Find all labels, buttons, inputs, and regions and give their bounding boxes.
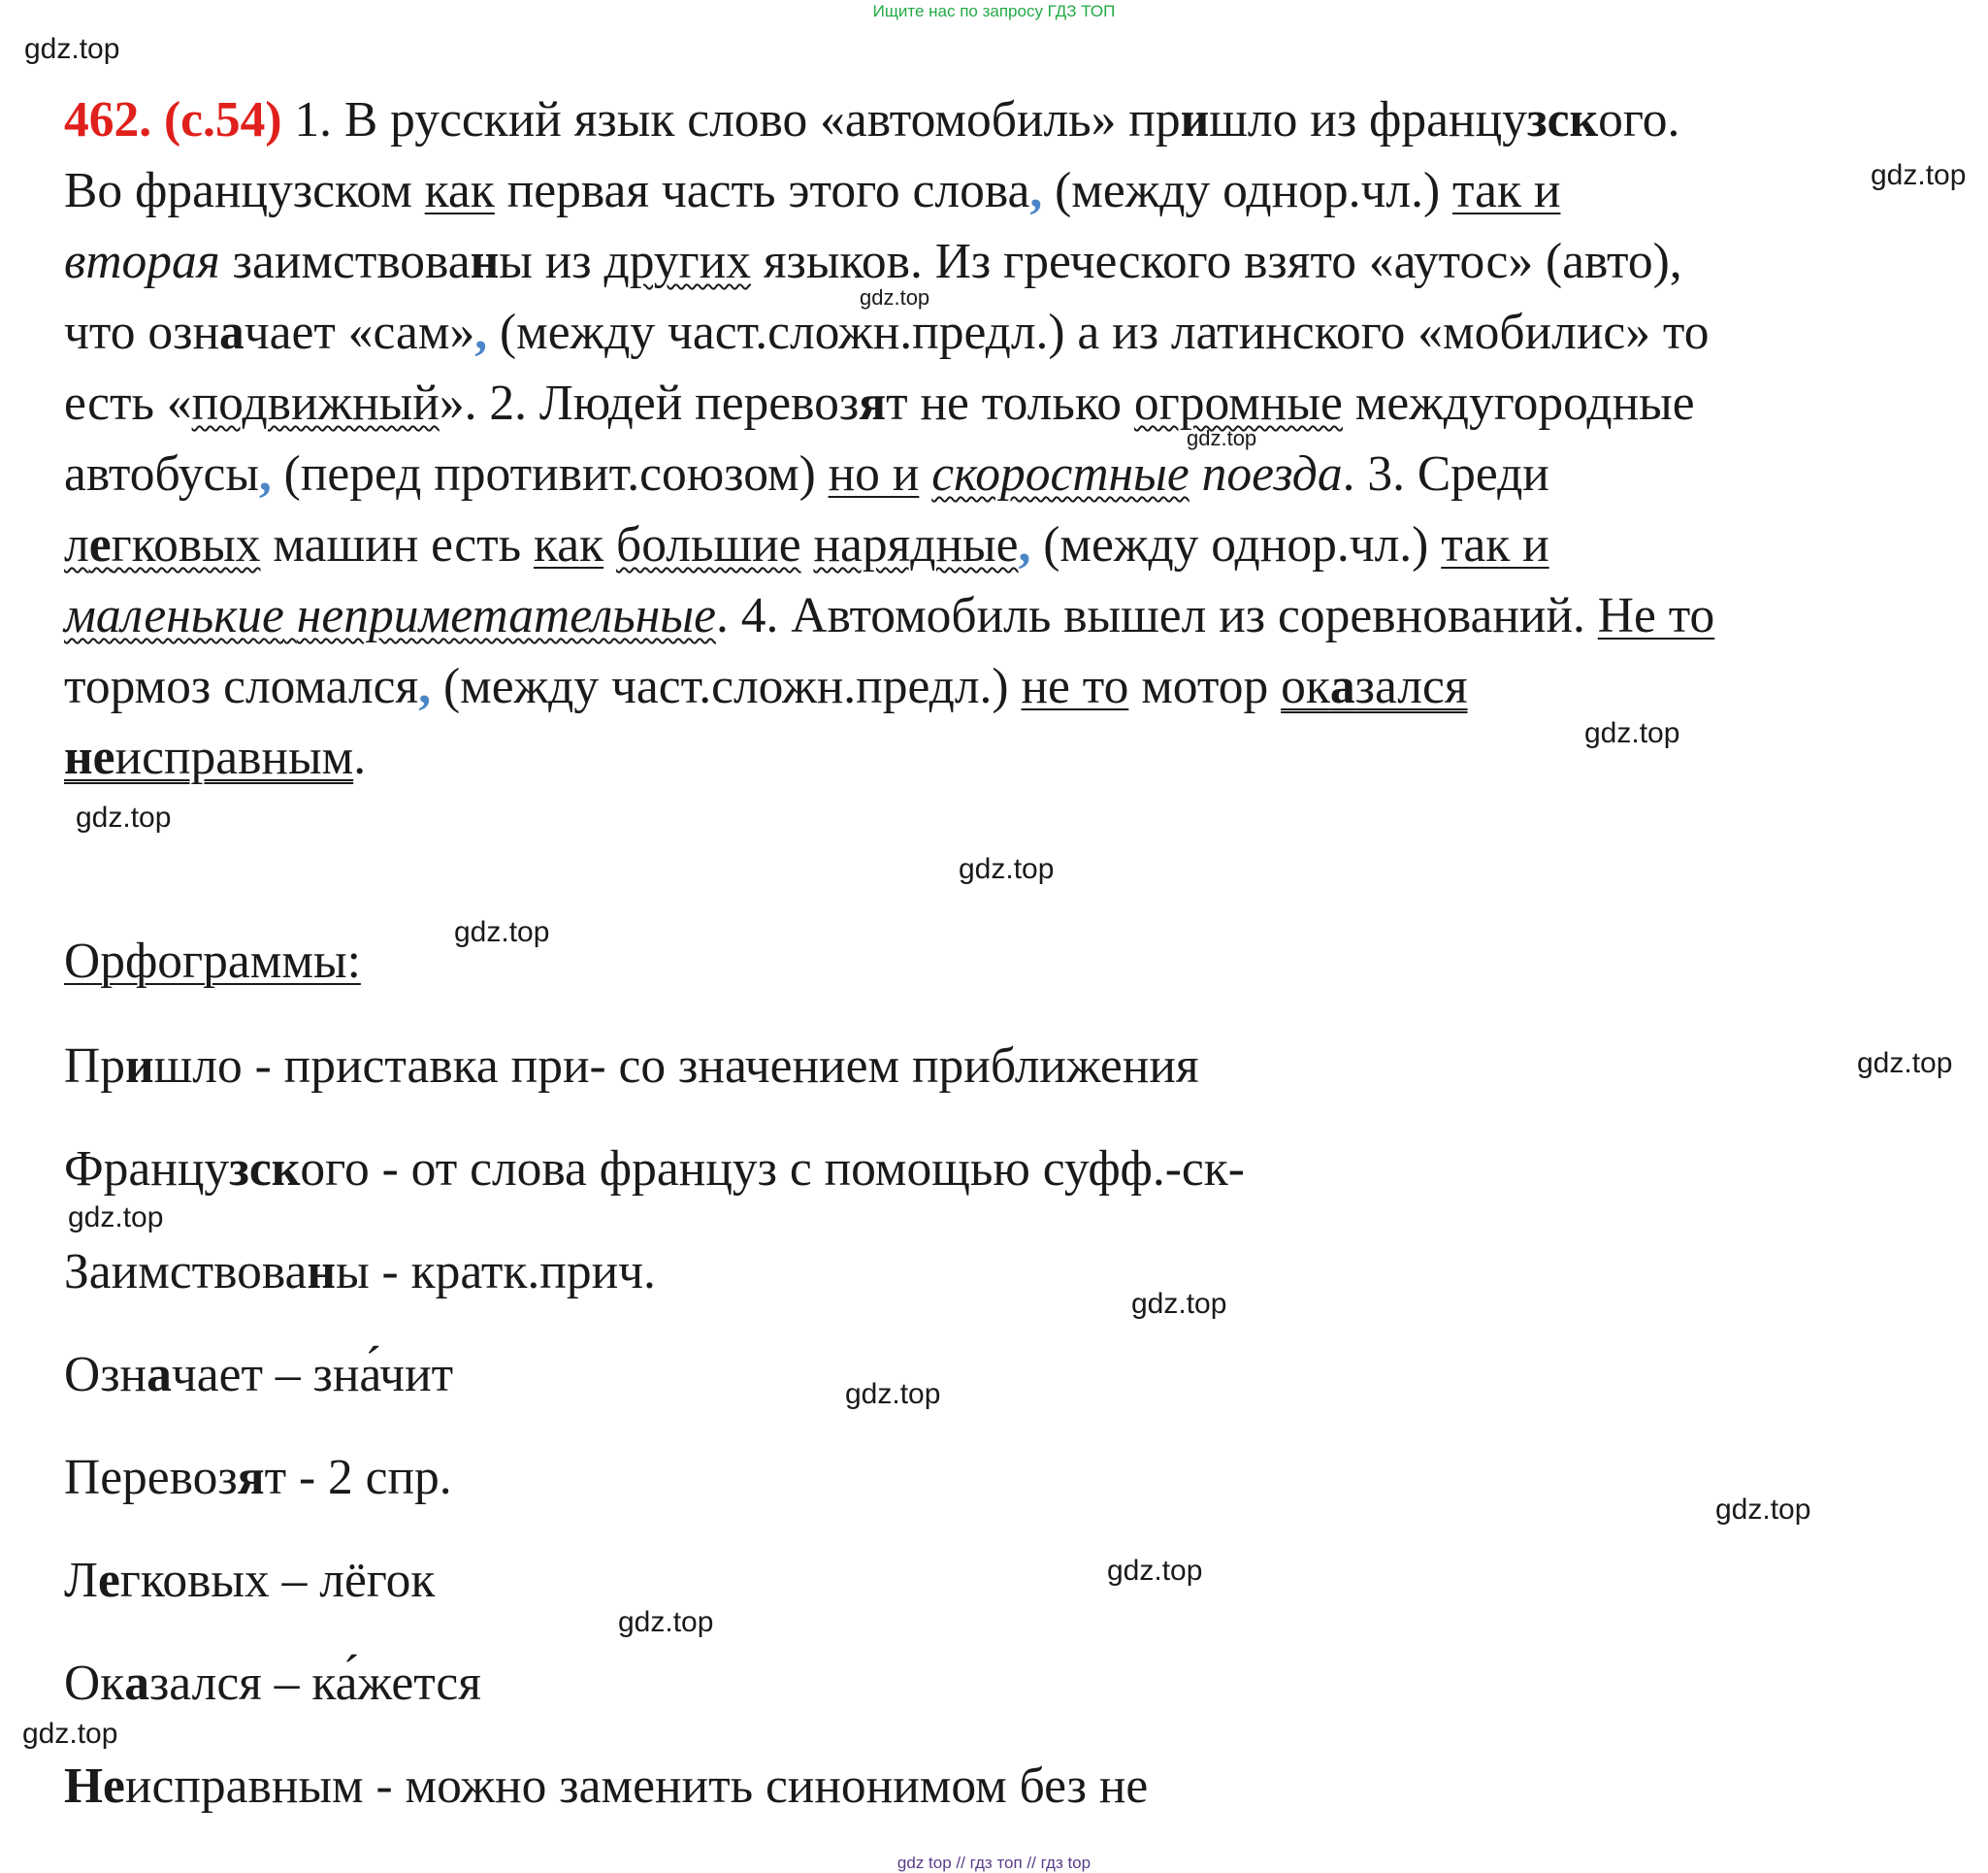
- bottom-banner: gdz top // гдз топ // гдз top: [896, 1854, 1092, 1872]
- watermark: gdz.top: [1715, 1494, 1811, 1526]
- orthogram-item: Перевозят - 2 спр.: [64, 1450, 452, 1505]
- watermark: gdz.top: [618, 1606, 714, 1638]
- orthogram-item: Оказался – ка́жется: [64, 1656, 481, 1711]
- task-line-6: автобусы, (перед противит.союзом) но и скоростные поезда. 3. Среди: [64, 446, 1549, 502]
- watermark: gdz.top: [845, 1378, 941, 1410]
- watermark: gdz.top: [22, 1718, 118, 1750]
- top-banner: Ищите нас по запросу ГДЗ ТОП: [872, 2, 1116, 20]
- watermark: gdz.top: [24, 33, 120, 65]
- task-number: 462. (с.54): [64, 92, 282, 148]
- watermark: gdz.top: [1584, 717, 1680, 749]
- orthogram-item: Пришло - приставка при- со значением приближения: [64, 1038, 1199, 1094]
- orthogram-item: Французского - от слова француз с помощью суфф.-ск-: [64, 1141, 1245, 1197]
- orthogram-item: Легковых – лёгок: [64, 1553, 436, 1608]
- watermark: gdz.top: [959, 853, 1055, 885]
- task-line-5: есть «подвижный». 2. Людей перевозят не только огромные междугородные: [64, 376, 1695, 431]
- watermark: gdz.top: [1107, 1555, 1203, 1587]
- orthogram-item: Заимствованы - кратк.прич.: [64, 1244, 656, 1299]
- watermark: gdz.top: [1131, 1288, 1227, 1320]
- task-line-4: что означает «сам», (между част.сложн.предл.) а из латинского «мобилис» то: [64, 305, 1710, 360]
- task-line-1: 462. (с.54) 1. В русский язык слово «автомобиль» пришло из французского.: [64, 92, 1680, 148]
- task-line-8: маленькие неприметательные. 4. Автомобиль вышел из соревнований. Не то: [64, 588, 1715, 643]
- task-line-9: тормоз сломался, (между част.сложн.предл.) не то мотор оказался: [64, 659, 1468, 714]
- orthogram-item: Означает – зна́чит: [64, 1347, 454, 1402]
- watermark: gdz.top: [1187, 426, 1257, 450]
- watermark: gdz.top: [76, 802, 172, 834]
- task-line-3: вторая заимствованы из других языков. Из греческого взято «аутос» (авто),: [64, 234, 1682, 289]
- task-line-2: Во французском как первая часть этого слова, (между однор.чл.) так и: [64, 163, 1561, 218]
- task-line-10: неисправным.: [64, 730, 367, 785]
- orthograms-title: Орфограммы:: [64, 934, 361, 989]
- watermark: gdz.top: [454, 916, 550, 948]
- watermark: gdz.top: [1857, 1047, 1953, 1079]
- task-line-7: легковых машин есть как большие нарядные, (между однор.чл.) так и: [64, 517, 1549, 573]
- orthogram-item: Неисправным - можно заменить синонимом без не: [64, 1758, 1149, 1814]
- watermark: gdz.top: [860, 285, 930, 310]
- watermark: gdz.top: [68, 1201, 164, 1233]
- watermark: gdz.top: [1871, 159, 1967, 191]
